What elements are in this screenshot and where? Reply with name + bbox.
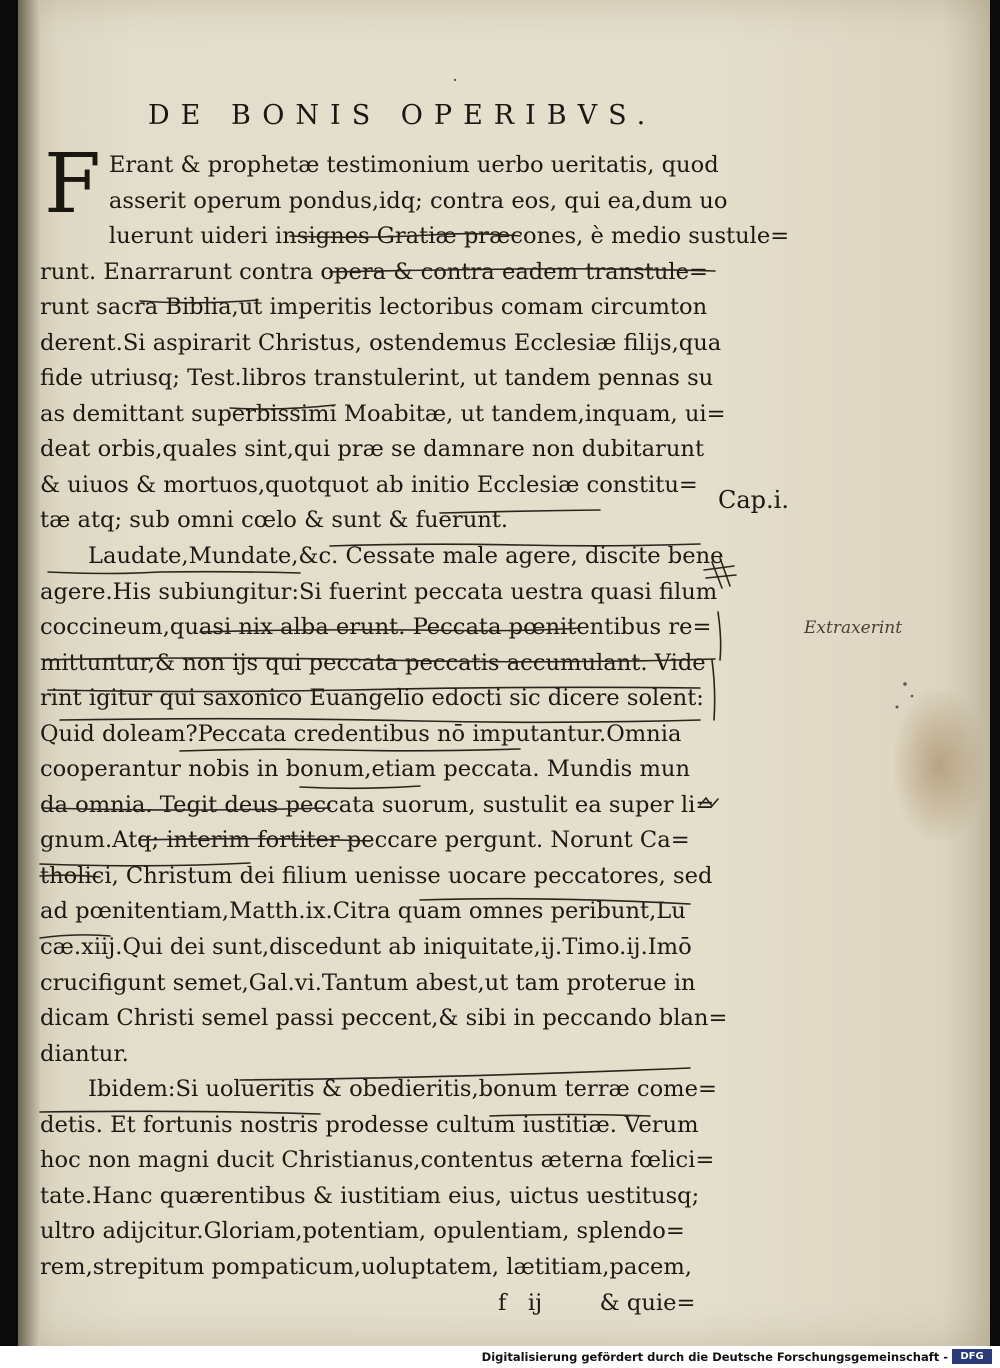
underline-fuerint: [330, 544, 700, 546]
text-line: derent.Si aspirarit Christus, ostendemus Ecclesiæ filijs,qua: [40, 329, 722, 356]
underline-quidei: [140, 839, 370, 841]
text-line: rem,strepitum pompaticum,uoluptatem, lætitiam,pacem,: [40, 1253, 692, 1280]
text-line: agere.His subiungitur:Si fuerint peccata uestra quasi filum: [40, 578, 718, 605]
text-line: crucifigunt semet,Gal.vi.Tantum abest,ut tam proterue in: [40, 969, 696, 996]
text-line: da omnia. Tegit deus peccata suorum, sustulit ea super li=: [40, 791, 715, 818]
underline-biblia: [140, 300, 258, 303]
handwritten-margin-note: Extraxerint: [804, 618, 903, 638]
margin-squiggle: [700, 798, 718, 806]
underline-crucifigunt: [40, 863, 250, 866]
underline-sibi: [420, 899, 690, 904]
text-line: & uiuos & mortuos,quotquot ab initio Ecclesiæ constitu=: [40, 471, 698, 498]
text-line: Ibidem:Si uolueritis & obedieritis,bonum terræ come=: [88, 1076, 717, 1103]
margin-chapter-reference: Cap.i.: [718, 486, 789, 514]
underline-daomnia: [60, 719, 700, 723]
text-line: asserit operum pondus,idq; contra eos, qui ea,dum uo: [108, 187, 728, 214]
underline-ibidem: [40, 935, 110, 938]
underline-poenitentiam: [44, 808, 330, 810]
underline-dicam: [40, 875, 100, 877]
text-line: as demittant superbissimi Moabitæ, ut tandem,inquam, ui=: [40, 400, 726, 427]
text-line: gnum.Atq; interim fortiter peccare pergunt. Norunt Ca=: [40, 827, 690, 854]
underline-interim: [180, 749, 520, 751]
text-line: dicam Christi semel passi peccent,& sibi in peccando blan=: [40, 1005, 728, 1032]
ink-specks: [454, 79, 914, 709]
text-line: ad pœnitentiam,Matth.ix.Citra quam omnes peribunt,Lu: [40, 898, 686, 925]
margin-hash: [704, 558, 736, 588]
margin-bracket: [712, 612, 721, 720]
text-line: luerunt uideri insignes Gratiæ præcones, è medio sustule=: [108, 223, 790, 250]
underline-laetitiam: [490, 1115, 650, 1117]
text-line: coccineum,quasi nix alba erunt. Peccata pœnitentibus re=: [40, 614, 712, 641]
text-line: tate.Hanc quærentibus & iustitiam eius, uictus uestitusq;: [40, 1182, 700, 1209]
text-line: Quid doleam?Peccata credentibus nō imputantur.Omnia: [40, 720, 682, 747]
underline-cooperantur: [48, 687, 700, 691]
text-line: runt sacra Biblia,ut imperitis lectoribus comam circumton: [40, 294, 708, 321]
dfg-logo: DFG: [952, 1349, 992, 1364]
text-line: cooperantur nobis in bonum,etiam peccata. Mundis mun: [40, 756, 690, 783]
underline-moabitae: [230, 405, 335, 409]
underline-contra: [330, 269, 715, 272]
underline-gratiae: [290, 234, 520, 238]
underline-filium: [300, 786, 420, 788]
text-line: hoc non magni ducit Christianus,contentus æterna fœlici=: [40, 1147, 715, 1174]
text-line: mittuntur,& non ijs qui peccata peccatis accumulant. Vide: [40, 649, 706, 676]
underline-rem: [40, 1111, 320, 1114]
text-line: fide utriusq; Test.libros transtulerint, ut tandem pennas su: [40, 365, 714, 392]
text-line: tholici, Christum dei filium uenisse uocare peccatores, sed: [40, 862, 713, 889]
text-line: cæ.xiij.Qui dei sunt,discedunt ab iniquitate,ij.Timo.ij.Imō: [40, 934, 692, 961]
catchword-line: f ij & quie=: [498, 1289, 696, 1316]
underline-cessate: [440, 510, 600, 513]
drop-cap: F: [44, 137, 101, 232]
underline-gloriam: [240, 1068, 690, 1080]
text-line: runt. Enarrarunt contra opera & contra eadem transtule=: [40, 258, 708, 285]
footer-bar: [0, 1346, 1000, 1368]
underline-quid: [45, 658, 715, 662]
text-line: rint igitur qui saxonico Euangelio edocti sic dicere solent:: [40, 685, 704, 712]
text-line: detis. Et fortunis nostris prodesse cultum iustitiæ. Verum: [40, 1111, 699, 1138]
text-line: Laudate,Mundate,&c. Cessate male agere, discite bene: [88, 543, 724, 570]
footer-credit: Digitalisierung gefördert durch die Deutsche Forschungsgemeinschaft -: [481, 1350, 948, 1364]
running-header: DE BONIS OPERIBVS.: [148, 100, 657, 131]
underline-coccineum: [48, 572, 300, 574]
underline-saxonico: [200, 628, 580, 632]
text-line: Erant & prophetæ testimonium uerbo ueritatis, quod: [108, 152, 719, 178]
text-line: tæ atq; sub omni cœlo & sunt & fuerunt.: [40, 507, 509, 534]
text-line: diantur.: [40, 1040, 129, 1067]
text-line: ultro adijcitur.Gloriam,potentiam, opulentiam, splendo=: [40, 1218, 685, 1245]
text-line: deat orbis,quales sint,qui præ se damnare non dubitarunt: [40, 436, 705, 463]
